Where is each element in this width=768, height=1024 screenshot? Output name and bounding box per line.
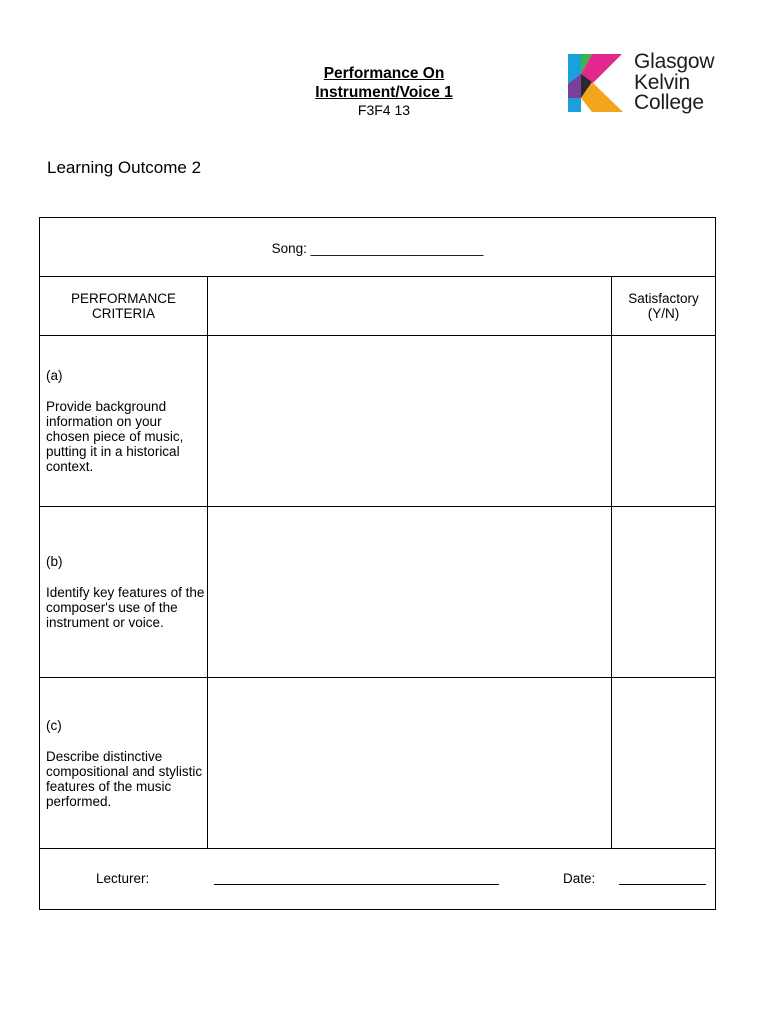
- satisfactory-cell-a[interactable]: [612, 336, 716, 507]
- criteria-header-text: PERFORMANCE CRITERIA: [70, 291, 176, 321]
- logo-word-3: College: [634, 91, 704, 114]
- document-header: [284, 64, 484, 119]
- signature-row: [40, 849, 716, 910]
- criteria-text: Describe distinctive compositional and stylistic features of the music performed.: [46, 748, 203, 809]
- criteria-text: Provide background information on your chosen piece of music, putting it in a historical context.: [46, 399, 184, 474]
- satisfactory-header-text: Satisfactory (Y/N): [628, 291, 699, 321]
- criteria-cell-c: [40, 678, 208, 849]
- title-line-2: Instrument/Voice 1: [315, 84, 453, 101]
- college-logo-wordmark: [634, 52, 714, 114]
- criteria-row-a: [40, 336, 716, 507]
- evidence-cell-c[interactable]: [208, 678, 612, 849]
- assessment-table: [39, 217, 716, 910]
- criteria-cell-a: [40, 336, 208, 507]
- college-logo: [568, 50, 728, 116]
- satisfactory-cell-b[interactable]: [612, 507, 716, 678]
- evidence-cell-a[interactable]: [208, 336, 612, 507]
- criteria-letter: (a): [46, 368, 63, 383]
- criteria-column-header: [40, 277, 208, 336]
- evidence-cell-b[interactable]: [208, 507, 612, 678]
- learning-outcome-heading: Learning Outcome 2: [47, 158, 202, 177]
- criteria-text: Identify key features of the composer's use of the instrument or voice.: [46, 585, 205, 630]
- evidence-column-header: [208, 277, 612, 336]
- criteria-row-b: [40, 507, 716, 678]
- header-row: [40, 277, 716, 336]
- lecturer-signature-line[interactable]: [214, 884, 499, 885]
- signature-cell: [40, 849, 716, 910]
- satisfactory-cell-c[interactable]: [612, 678, 716, 849]
- logo-word-2: Kelvin: [634, 70, 690, 94]
- lecturer-label: Lecturer:: [96, 871, 150, 886]
- college-logo-mark: [568, 54, 624, 112]
- song-field-label: Song: _______________________: [271, 240, 484, 256]
- criteria-row-c: [40, 678, 716, 849]
- song-row: [40, 218, 716, 277]
- logo-word-1: Glasgow: [634, 50, 715, 73]
- title-line-1: Performance On: [323, 65, 445, 82]
- date-label: Date:: [563, 871, 596, 886]
- criteria-letter: (b): [46, 554, 63, 569]
- song-cell[interactable]: [40, 218, 716, 277]
- unit-code: F3F4 13: [357, 102, 411, 118]
- criteria-cell-b: [40, 507, 208, 678]
- date-line[interactable]: [619, 884, 706, 885]
- satisfactory-column-header: [612, 277, 716, 336]
- criteria-letter: (c): [46, 717, 62, 733]
